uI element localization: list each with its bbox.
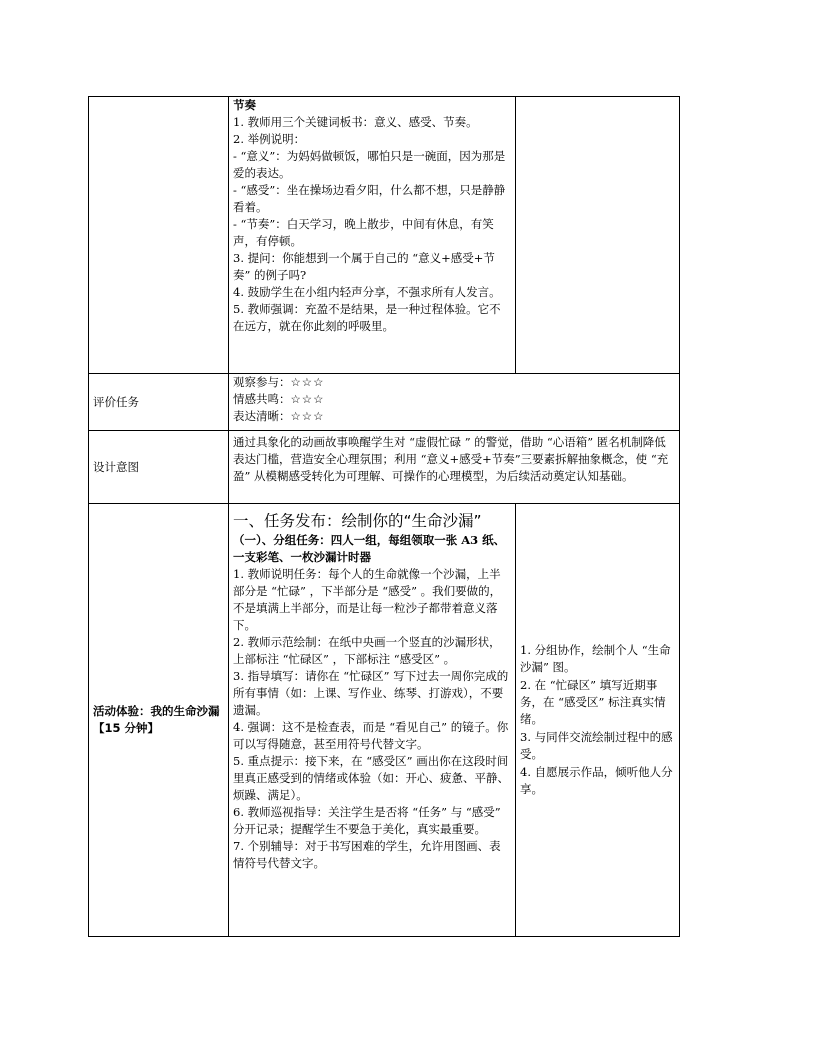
task-heading: 一、任务发布：绘制你的“生命沙漏” — [233, 512, 482, 530]
process-line: 2. 举例说明： — [233, 132, 306, 146]
evaluation-item: 观察参与：☆☆☆ — [233, 375, 325, 389]
student-cell-empty — [516, 97, 680, 374]
process-cell — [229, 97, 516, 374]
table-row — [89, 374, 680, 431]
table-row — [89, 431, 680, 504]
student-activity-line: 2. 在 “忙碌区” 填写近期事务，在 “感受区” 标注真实情绪。 — [520, 677, 666, 726]
student-activity-line: 1. 分组协作，绘制个人 “生命沙漏” 图。 — [520, 642, 671, 674]
evaluation-item: 情感共鸣：☆☆☆ — [233, 392, 325, 406]
process-line: 3. 提问：你能想到一个属于自己的 “意义+感受+节奏” 的例子吗? — [233, 251, 495, 282]
activity-process-cell — [229, 504, 516, 937]
process-line: 5. 教师强调：充盈不是结果，是一种过程体验。它不在远方，就在你此刻的呼吸里。 — [233, 302, 501, 333]
activity-label — [89, 504, 229, 937]
evaluation-cell — [229, 374, 680, 431]
process-line: 1. 教师用三个关键词板书：意义、感受、节奏。 — [233, 115, 478, 129]
process-line: 4. 鼓励学生在小组内轻声分享，不强求所有人发言。 — [233, 285, 501, 299]
process-line: 7. 个别辅导：对于书写困难的学生，允许用图画、表情符号代替文字。 — [233, 839, 501, 870]
row-label-empty — [89, 97, 229, 374]
process-line: 1. 教师说明任务：每个人的生命就像一个沙漏，上半部分是 “忙碌” ，下半部分是 “感受” 。我们要做的，不是填满上半部分，而是让每一粒沙子都带着意义落下。 — [233, 567, 502, 632]
evaluation-item: 表达清晰：☆☆☆ — [233, 409, 325, 423]
process-line: 6. 教师巡视指导：关注学生是否将 “任务” 与 “感受” 分开记录；提醒学生不要急于美化，真实最重要。 — [233, 805, 501, 836]
design-intent-label: 设计意图 — [89, 431, 229, 504]
student-activity-line: 3. 与同伴交流绘制过程中的感受。 — [520, 729, 673, 761]
process-line: - “意义”：为妈妈做顿饭，哪怕只是一碗面，因为那是爱的表达。 — [233, 149, 506, 180]
task-subheading: （一）、分组任务：四人一组，每组领取一张 A3 纸、一支彩笔、一枚沙漏计时器 — [233, 533, 506, 564]
student-activity-cell — [516, 504, 680, 937]
lesson-plan-table — [88, 96, 680, 937]
design-intent-text: 通过具象化的动画故事唤醒学生对 “虚假忙碌 ” 的警觉，借助 “心语箱” 匿名机制降低表达门槛，营造安全心理氛围；利用 “意义+感受+节奏”三要素拆解抽象概念，使 “充盈” 从模糊感受转化为可理解、可操作的心理模型，为后续活动奠定认知基础。 — [229, 431, 680, 504]
table-row — [89, 504, 680, 937]
evaluation-label: 评价任务 — [89, 374, 229, 431]
table-row — [89, 97, 680, 374]
process-line: 5. 重点提示：接下来，在 “感受区” 画出你在这段时间里真正感受到的情绪或体验（如：开心、疲惫、平静、烦躁、满足）。 — [233, 754, 509, 802]
process-line: 3. 指导填写：请你在 “忙碌区” 写下过去一周你完成的所有事情（如：上课、写作业、练琴、打游戏），不要遗漏。 — [233, 669, 509, 717]
process-line: 4. 强调：这不是检查表，而是 “看见自己” 的镜子。你可以写得随意，甚至用符号代替文字。 — [233, 720, 509, 751]
student-activity-line: 4. 自愿展示作品，倾听他人分享。 — [520, 764, 673, 796]
process-line: 2. 教师示范绘制：在纸中央画一个竖直的沙漏形状，上部标注 “忙碌区” ，下部标注 “感受区” 。 — [233, 635, 501, 666]
process-line: 节奏 — [233, 98, 256, 112]
process-line: - “感受”：坐在操场边看夕阳，什么都不想，只是静静看着。 — [233, 183, 506, 214]
process-line: - “节奏”：白天学习，晚上散步，中间有休息，有笑声，有停顿。 — [233, 217, 494, 248]
activity-label-text: 活动体验：我的生命沙漏【15 分钟】 — [93, 704, 220, 735]
